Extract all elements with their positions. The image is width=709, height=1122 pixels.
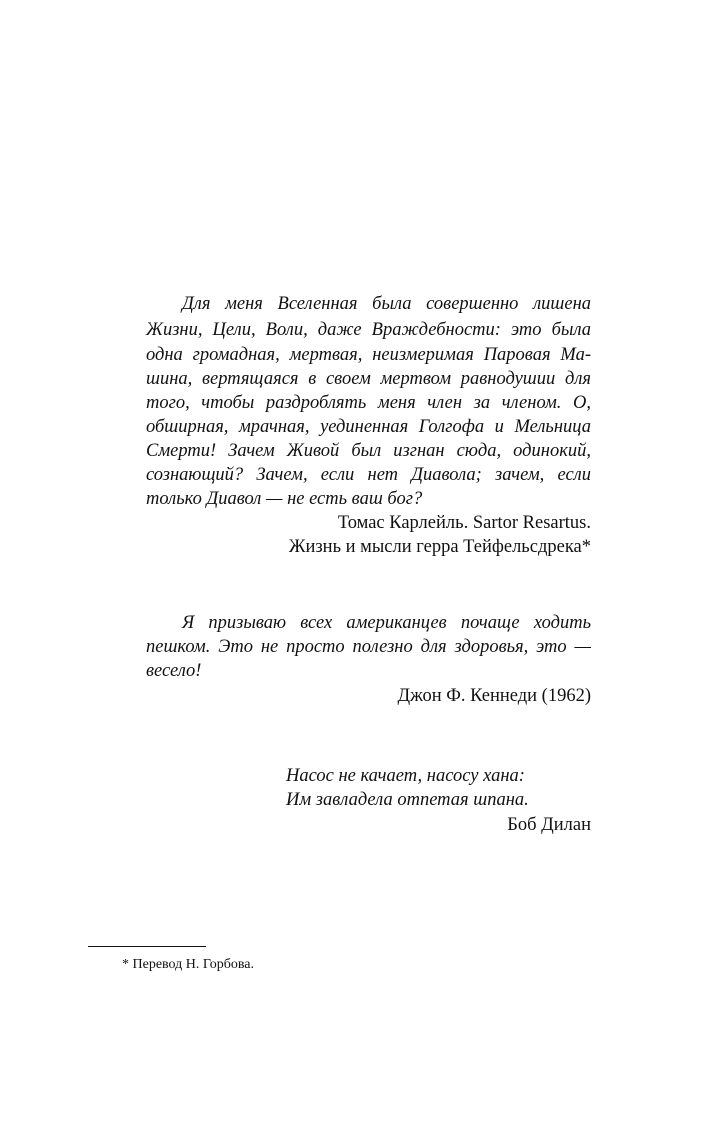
quote-line: Я призываю всех американцев почаще ходить — [182, 613, 591, 633]
quote-attribution: Джон Ф. Кеннеди (1962) — [397, 686, 591, 706]
footnote-rule — [88, 946, 206, 947]
quote-attribution: Томас Карлейль. Sartor Resartus. — [337, 513, 591, 533]
footnote: * Перевод Н. Горбова. — [122, 957, 255, 972]
quote-line: обширная, мрачная, уединенная Голгофа и Мельница — [146, 417, 591, 437]
quote-line: Смерти! Зачем Живой был изгнан сюда, одинокий, — [146, 441, 591, 461]
quote-attribution: Жизнь и мысли герра Тейфельсдрека* — [288, 537, 591, 557]
quote-line: весело! — [146, 661, 202, 681]
poem-line: Насос не качает, насосу хана: — [286, 766, 525, 786]
quote-line: того, чтобы раздроблять меня член за членом. О, — [146, 393, 591, 413]
quote-line: одна громадная, мертвая, неизмеримая Паровая Ма- — [146, 345, 591, 365]
quote-line: сознающий? Зачем, если нет Диавола; зачем, если — [146, 465, 591, 485]
poem-line: Им завладела отпетая шпана. — [286, 790, 529, 810]
quote-line: Жизни, Цели, Воли, даже Враждебности: это была — [146, 320, 591, 340]
quote-line: Для меня Вселенная была совершенно лишена — [182, 294, 591, 314]
quote-line: шина, вертящаяся в своем мертвом равнодушии для — [146, 369, 591, 389]
quote-line: только Диавол — не есть ваш бог? — [146, 489, 423, 509]
quote-line: пешком. Это не просто полезно для здоровья, это — — [146, 637, 591, 657]
quote-attribution: Боб Дилан — [507, 815, 591, 835]
